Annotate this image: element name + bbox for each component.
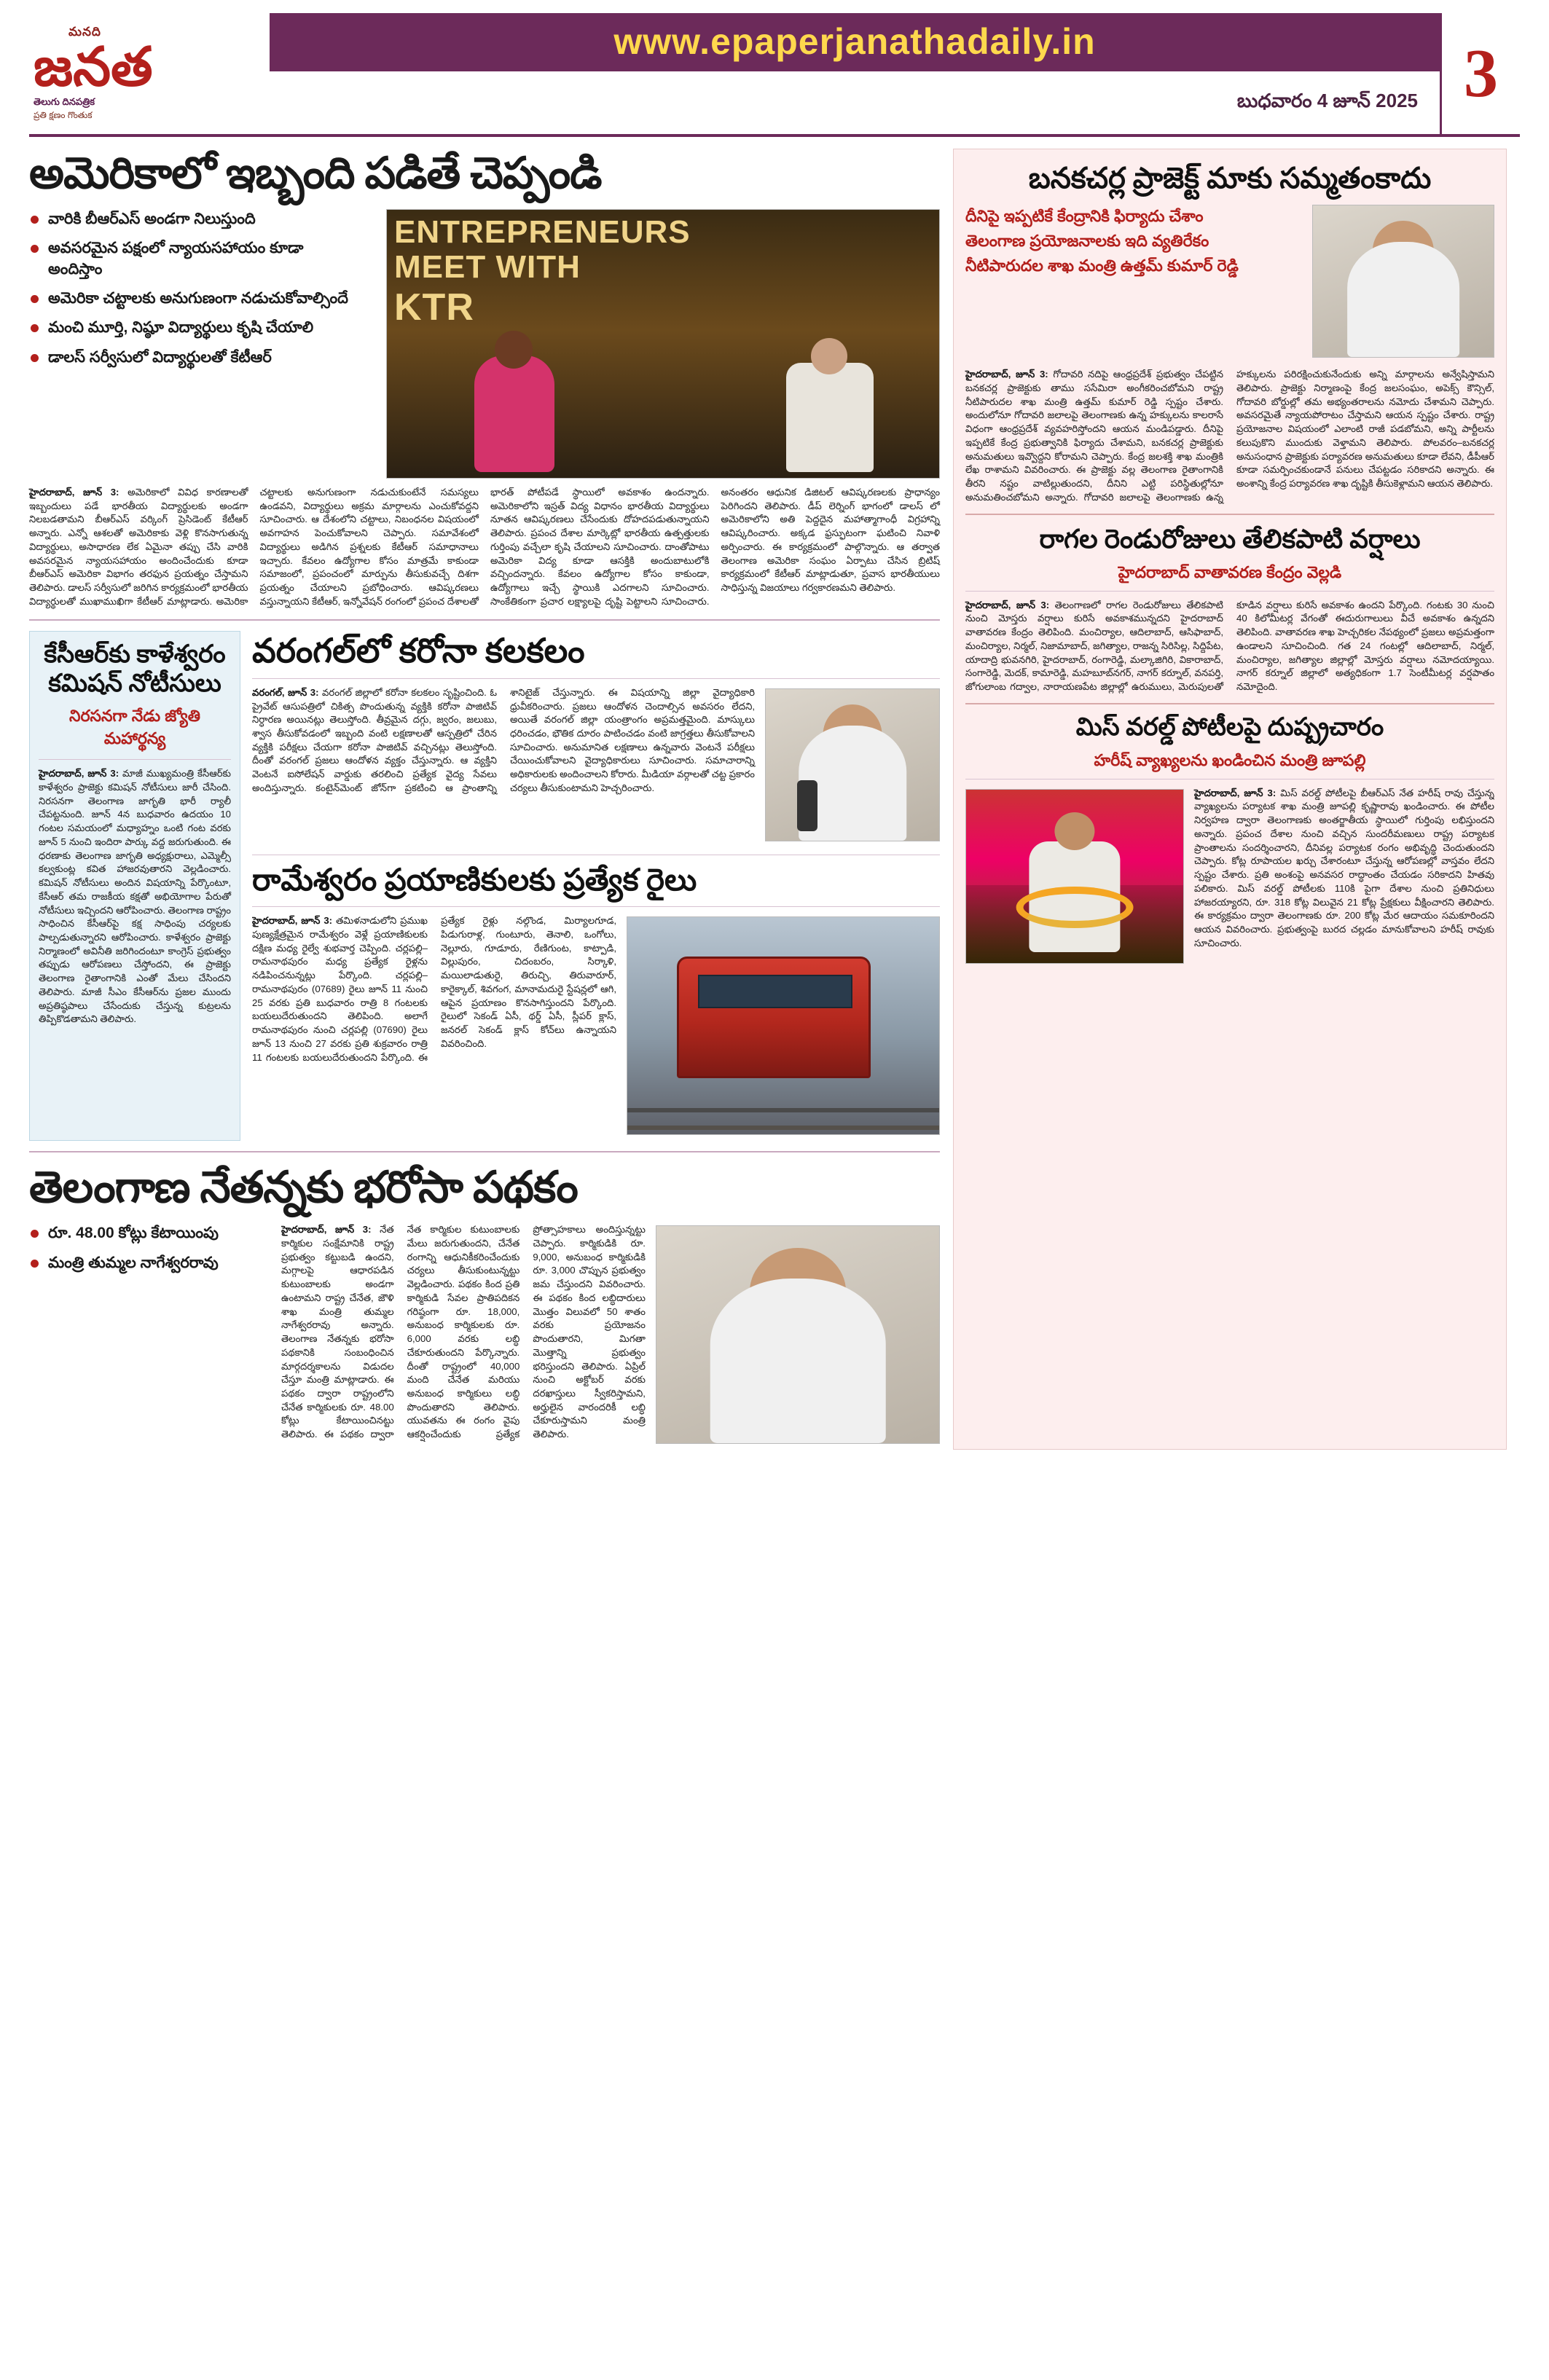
rameswaram-train-story <box>252 863 940 1141</box>
dateline: హైదరాబాద్, జూన్ 3: <box>29 487 119 498</box>
missworld-headline: మిస్ వరల్డ్ పోటీలపై దుష్ప్రచారం <box>1075 713 1384 741</box>
speaker-figure-right <box>786 363 874 472</box>
warangal-body-text <box>252 686 755 796</box>
garland-shape <box>1016 887 1134 928</box>
photo-text-line2: MEET WITH <box>394 249 581 285</box>
list-item: మంత్రి తుమ్మల నాగేశ్వరరావు <box>29 1253 270 1273</box>
dateline: వరంగల్, జూన్ 3: <box>252 686 319 698</box>
newspaper-logo <box>29 13 270 134</box>
website-url[interactable]: www.epaperjanathadaily.in <box>270 13 1440 71</box>
list-item: వారికి బీఆర్ఎస్ అండగా నిలుస్తుంది <box>29 209 357 229</box>
banakacherla-body-text <box>965 368 1494 504</box>
lead-body-text <box>29 486 940 609</box>
missworld-body: మిస్ వరల్డ్ పోటీలపై బీఆర్ఎస్ నేత హరీష్ రావు చేస్తున్న వ్యాఖ్యలను పర్యాటక శాఖ మంత్రి జూపల్లి కృష్ణారావు ఖండించారు. ఈ పోటీల నిర్వహణ ద్వారా తెలంగాణకు అంతర్జాతీయ స్థాయిలో గుర్తింపు లభిస్తుందని అన్నారు. ప్రపంచ దేశాల నుంచి వచ్చిన సుందరీమణులు రాష్ట్ర పర్యాటక ప్రాంతాలను సందర్శించారని, దీనివల్ల పర్యాటక రంగం అభివృద్ధి చెందుతుందని చెప్పారు. కోట్ల రూపాయల ఖర్చు చేశారంటూ చేస్తున్న ఆరోపణల్లో వాస్తవం లేదని స్పష్టం చేశారు. ప్రతి అంశంపై అనవసర రాద్ధాంతం చేయడం సరికాదని హితవు పలికారు. మిస్ వరల్డ్ పోటీలకు 110కి పైగా దేశాల నుంచి ప్రతినిధులు హాజరయ్యారని, రూ. 318 కోట్ల విలువైన 21 కోట్ల ప్రేక్షకులు వీక్షించారని తెలిపారు. ఈ కార్యక్రమం ద్వారా తెలంగాణకు రూ. 200 కోట్ల మేర ఆదాయం సమకూరిందని ఆయన వివరించారు. ప్రభుత్వంపై బురద చల్లడం మానుకోవాలని హరీష్ రావుకు సూచించారు. <box>1194 787 1494 949</box>
entrepreneurs-meet-photo <box>386 209 940 479</box>
list-item: అవసరమైన పక్షంలో న్యాయసహాయం కూడా అందిస్తాం <box>29 238 357 280</box>
scheme-headline: తెలంగాణ నేతన్నకు భరోసా పథకం <box>29 1163 578 1212</box>
lead-headline: అమెరికాలో ఇబ్బంది పడితే చెప్పండి <box>29 149 602 197</box>
banakacherla-body: గోదావరి నదిపై ఆంధ్రప్రదేశ్ ప్రభుత్వం చేపట్టిన బనకచర్ల ప్రాజెక్టుకు తాము ససేమిరా అంగీకరించబోమని రాష్ట్ర నీటిపారుదల శాఖ మంత్రి ఉత్తమ్ కుమార్ రెడ్డి స్పష్టం చేశారు. అందులోనూ గోదావరి జలాలపై తెలంగాణకు ఉన్న హక్కులను కాలరాసే విధంగా ఆంధ్రప్రదేశ్ వ్యవహరిస్తోందని ఆయన మండిపడ్డారు. దీనిపై ఇప్పటికే కేంద్ర ప్రభుత్వానికి ఫిర్యాదు చేశామని, బనకచర్ల ప్రాజెక్టుకు అనుమతులు ఇవ్వొద్దని కోరామని చెప్పారు. కేంద్ర జలశక్తి శాఖ మంత్రికి లేఖ రాశామని వివరించారు. ఈ ప్రాజెక్టు వల్ల తెలంగాణ రైతాంగానికి తీరని నష్టం వాటిల్లుతుందని, దీనిని ఎట్టి పరిస్థితుల్లోనూ అనుమతించబోమని అన్నారు. గోదావరి జలాలపై తెలంగాణకు ఉన్న హక్కులను పరిరక్షించుకునేందుకు అన్ని మార్గాలను అన్వేషిస్తామని తెలిపారు. ప్రాజెక్టు నిర్మాణంపై కేంద్ర జలసంఘం, అపెక్స్ కౌన్సిల్, గోదావరి బోర్డుల్లో తమ అభ్యంతరాలను నమోదు చేశామని చెప్పారు. అవసరమైతే న్యాయపోరాటం చేస్తామని ఆయన స్పష్టం చేశారు. రాష్ట్ర ప్రయోజనాల విషయంలో ఎలాంటి రాజీ పడబోమని, అన్ని పార్టీలను కలుపుకొని ముందుకు వెళ్తామని తెలిపారు. పోలవరం–బనకచర్ల అనుసంధాన ప్రాజెక్టుకు పర్యావరణ అనుమతులు కూడా లేవని, డీపీఆర్ కూడా సమర్పించకుండానే పనులు చేపట్టడం సరికాదని అన్నారు. ఈ అంశాన్ని కేంద్ర పర్యావరణ శాఖ దృష్టికి తీసుకెళ్లామని ఆయన తెలిపారు. <box>965 369 1494 503</box>
newspaper-page <box>0 13 1549 2380</box>
publication-date: బుధవారం 4 జూన్ 2025 <box>1236 89 1418 111</box>
ktr-commission-story <box>29 631 240 1142</box>
jupally-krishna-rao-photo <box>965 789 1184 964</box>
dateline: హైదరాబాద్, జూన్ 3: <box>281 1224 372 1236</box>
masthead <box>29 13 1520 137</box>
warangal-headline: వరంగల్‌లో కరోనా కలకలం <box>252 632 585 669</box>
rain-body: తెలంగాణలో రాగల రెండురోజులు తేలికపాటి నుంచి మోస్తరు వర్షాలు కురిసే అవకాశమున్నదని హైదరాబాద్ వాతావరణ కేంద్రం తెలిపింది. మంచిర్యాల, ఆదిలాబాద్, ఆసిఫాబాద్, మంచిర్యాల, నిర్మల్, నిజామాబాద్, జగిత్యాల, రాజన్న సిరిసిల్ల, సిద్దిపేట, యాదాద్రి భువనగిరి, హైదరాబాద్, రంగారెడ్డి, మల్కాజిగిరి, వికారాబాద్, సంగారెడ్డి, మెదక్, కామారెడ్డి, మహబూబ్‌నగర్, నాగర్ కర్నూల్, వనపర్తి, జోగులాంబ గద్వాల, నారాయణపేట జిల్లాల్లో ఉరుములు, మెరుపులతో కూడిన వర్షాలు కురిసే అవకాశం ఉందని పేర్కొంది. గంటకు 30 నుంచి 40 కిలోమీటర్ల వేగంతో ఈదురుగాలులు వీచే అవకాశం ఉన్నదని తెలిపింది. వాతావరణ శాఖ హెచ్చరికల నేపథ్యంలో ప్రజలు అప్రమత్తంగా ఉండాలని సూచించింది. గత 24 గంటల్లో ఆదిలాబాద్, నిర్మల్, మంచిర్యాల, జగిత్యాల జిల్లాల్లో మోస్తరు వర్షాలు నమోదయ్యాయి. నాగర్ కర్నూల్ జిల్లాలో అత్యధికంగా 1.7 సెంటీమీటర్ల వర్షపాతం నమోదైంది. <box>965 599 1494 693</box>
rameswaram-body: తమిళనాడులోని ప్రముఖ పుణ్యక్షేత్రమైన రామేశ్వరం వెళ్లే ప్రయాణికులకు దక్షిణ మధ్య రైల్వే శుభవార్త చెప్పింది. చర్లపల్లి–రామనాథపురం మధ్య ప్రత్యేక రైళ్లను నడిపించనున్నట్లు పేర్కొంది. చర్లపల్లి–రామనాథపురం (07689) రైలు జూన్ 11 నుంచి 25 వరకు ప్రతి బుధవారం రాత్రి 8 గంటలకు బయలుదేరుతుందని తెలిపింది. అలాగే రామనాథపురం నుంచి చర్లపల్లి (07690) రైలు జూన్ 13 నుంచి 27 వరకు ప్రతి శుక్రవారం రాత్రి 11 గంటలకు బయలుదేరుతుందని పేర్కొంది. ఈ ప్రత్యేక రైళ్లు నల్గొండ, మిర్యాలగూడ, పిడుగురాళ్ల, గుంటూరు, తెనాలి, ఒంగోలు, నెల్లూరు, గూడూరు, రేణిగుంట, కాట్పాడి, విల్లుపురం, చిదంబరం, సిర్కాళి, మయిలాడుతురై, తిరుచ్చి, తిరువారూర్, కారైక్కాల్, శివగంగ, మానామదురై స్టేషన్లలో ఆగి, ఆపైన ప్రయాణం కొనసాగిస్తుందని పేర్కొంది. రైలులో సెకండ్ ఏసీ, థర్డ్ ఏసీ, స్లీపర్ క్లాస్, జనరల్ సెకండ్ క్లాస్ కోచ్‌లు ఉన్నాయని వివరించింది. <box>252 915 616 1063</box>
ktr-headline: కేసీఆర్‌కు కాళేశ్వరం కమిషన్ నోటీసులు <box>44 640 226 698</box>
rail-line-2 <box>627 1126 939 1130</box>
ktr-body-text <box>39 767 231 1026</box>
scheme-body: నేత కార్మికుల సంక్షేమానికి రాష్ట్ర ప్రభుత్వం కట్టుబడి ఉందని, మగ్గాలపై ఆధారపడిన కుటుంబాలకు అండగా ఉంటామని రాష్ట్ర చేనేత, జౌళి శాఖ మంత్రి తుమ్మల నాగేశ్వరరావు అన్నారు. తెలంగాణ నేతన్నకు భరోసా పథకానికి సంబంధించిన మార్గదర్శకాలను విడుదల చేస్తూ మంత్రి మాట్లాడారు. ఈ పథకం ద్వారా రాష్ట్రంలోని చేనేత కార్మికులకు రూ. 48.00 కోట్లు కేటాయించినట్టు తెలిపారు. ఈ పథకం ద్వారా నేత కార్మికుల కుటుంబాలకు మేలు జరుగుతుందని, చేనేత రంగాన్ని ఆధునికీకరించేందుకు చర్యలు తీసుకుంటున్నట్టు వెల్లడించారు. పథకం కింద ప్రతి కార్మికుడి సేవల ప్రాతిపదికన గరిష్ఠంగా రూ. 18,000, అనుబంధ కార్మికులకు రూ. 6,000 వరకు లబ్ధి చేకూరుతుందని పేర్కొన్నారు. దీంతో రాష్ట్రంలో 40,000 మంది చేనేత మరియు అనుబంధ కార్మికులు లబ్ధి పొందుతారని తెలిపారు. యువతను ఈ రంగం వైపు ఆకర్షించేందుకు ప్రత్యేక ప్రోత్సాహకాలు అందిస్తున్నట్టు చెప్పారు. కార్మికుడికి రూ. 9,000, అనుబంధ కార్మికుడికి రూ. 3,000 చొప్పున ప్రభుత్వం జమ చేస్తుందని వివరించారు. ఈ పథకం కింద లబ్ధిదారులు మొత్తం విలువలో 50 శాతం వరకు ప్రయోజనం పొందుతారని, మిగతా మొత్తాన్ని ప్రభుత్వం భరిస్తుందని తెలిపారు. ఏప్రిల్ నుంచి అక్టోబర్ వరకు దరఖాస్తులు స్వీకరిస్తామని, అర్హులైన వారందరికీ లబ్ధి చేకూరుస్తామని మంత్రి తెలిపారు. <box>281 1224 646 1440</box>
logo-top-text: మనది <box>68 24 101 39</box>
rain-body-text <box>965 599 1494 694</box>
missworld-subhead: హరీష్ వ్యాఖ్యలను ఖండించిన మంత్రి జూపల్లి <box>1094 750 1366 769</box>
photo-text-line1: ENTREPRENEURS <box>394 214 691 250</box>
speaker-figure-left <box>474 356 554 472</box>
scheme-bullets <box>29 1223 270 1282</box>
divider <box>965 514 1494 515</box>
divider <box>252 678 940 679</box>
locomotive-shape <box>677 957 870 1078</box>
lead-bullets <box>29 209 357 377</box>
miss-world-story <box>965 713 1494 970</box>
nethanna-bharosa-story <box>29 1163 940 1450</box>
lead-story <box>29 149 940 609</box>
uttam-kumar-reddy-photo <box>1312 205 1494 358</box>
list-item: డాలస్ సర్వీసులో విద్యార్థులతో కేటీఆర్ <box>29 347 357 368</box>
logo-title: జనత <box>34 37 153 98</box>
dateline: హైదరాబాద్, జూన్ 3: <box>965 369 1048 380</box>
list-item: మంచి మూర్తి, నిష్ఠూ విద్యార్థులు కృషి చేయాలి <box>29 318 357 338</box>
page-number: 3 <box>1440 13 1520 134</box>
rain-headline: రాగల రెండురోజులు తేలికపాటి వర్షాలు <box>1039 524 1421 554</box>
lead-body: అమెరికాలో వివిధ కారణాలతో ఇబ్బందులు పడే భారతీయ విద్యార్థులకు అండగా నిలబడతామని బీఆర్ఎస్ వర్కింగ్ ప్రెసిడెంట్ కేటీఆర్ అన్నారు. ఎన్నో ఆశలతో అమెరికాకు వెళ్లి కొనసాగుతున్న విద్యార్థులు, అసాధారణ లేక ఏమైనా తప్పు చేసి వారికి అవసరమైన న్యాయసహాయం అందించేందుకు కూడా బీఆర్ఎస్ అమెరికా విభాగం తరఫున ప్రయత్నం చేస్తామని తెలిపారు. డాలస్ సర్వీసులో జరిగిన కార్యక్రమంలో భారతీయ విద్యార్థులతో ముఖాముఖిగా కేటీఆర్ మాట్లాడారు. అమెరికా చట్టాలకు అనుగుణంగా నడుచుకుంటేనే సమస్యలు ఉండవని, విద్యార్థులు అక్రమ మార్గాలను ఎంచుకోవద్దని సూచించారు. ఆ దేశంలోని చట్టాలు, నిబంధనల విషయంలో అవగాహన పెంచుకోవాలని చెప్పారు. సమావేశంలో విద్యార్థులు అడిగిన ప్రశ్నలకు కేటీఆర్ సమాధానాలు ఇచ్చారు. కేవలం ఉద్యోగాల కోసం మాత్రమే కాకుండా సమాజంలో, ప్రపంచంలో మార్పును తీసుకువచ్చే దిశగా ప్రయత్నం చేయాలని ప్రబోధించారు. ఆవిష్కరణలు వస్తున్నాయని కేటీఆర్, ఇన్నోవేషన్ రంగంలో ప్రపంచ దేశాలతో భారత్ పోటీపడే స్థాయిలో అవకాశం ఉందన్నారు. అమెరికాలోని ఇస్రత్ విద్య విధానం భారతీయ విద్యార్థులు నూతన ఆవిష్కరణలు చేసేందుకు దోహదపడుతున్నాయని తెలిపారు. ప్రపంచ దేశాల మార్కెట్లో భారతీయ ఉత్పత్తులకు గుర్తింపు వచ్చేలా కృషి చేయాలని సూచించారు. దాంతోపాటు అమెరికా విద్య కూడా ఆసక్తికి అందుబాటులోకి వచ్చిందన్నారు. కేవలం ఉద్యోగాల కోసం కాకుండా, ఉద్యోగాలు ఇచ్చే స్థాయికి ఎదగాలని సూచించారు. సాంకేతికంగా ప్రచార లక్ష్యాలపై దృష్టి పెట్టాలని సూచించారు. అనంతరం ఆధునిక డిజిటల్ ఆవిష్కరణలకు ప్రాధాన్యం పెరిగిందని తెలిపారు. డీప్ లెర్నింగ్ భాగంలో డాలస్ లో అమెరికాలోని అతి పెద్దదైన మహాత్మాగాంధీ విగ్రహాన్ని ఆవిష్కరించారు. అక్కడ ఫ్రస్ఫుటంగా ఘటించి నివాళి అర్పించారు. ఈ కార్యక్రమంలో పాల్గొన్నారు. ఆ తర్వాత తెలంగాణ అమెరికా సంఘం ఏర్పాటు చేసిన బ్రిటిష్ కార్యక్రమంలో కేటీఆర్ మాట్లాడుతూ, ప్రవాస భారతీయులు సాధిస్తున్న విజయాలు గర్వకారణమని తెలిపారు. <box>29 487 940 607</box>
left-column <box>29 149 940 1450</box>
dateline: హైదరాబాద్, జూన్ 3: <box>965 599 1050 610</box>
page-content <box>29 149 1520 1450</box>
list-item: అమెరికా చట్టాలకు అనుగుణంగా నడుచుకోవాల్సిందే <box>29 288 357 309</box>
divider <box>252 906 940 907</box>
portrait-body <box>710 1279 886 1443</box>
dateline: హైదరాబాద్, జూన్ 3: <box>1194 787 1277 798</box>
dateline: హైదరాబాద్, జూన్ 3: <box>252 915 333 927</box>
divider <box>965 591 1494 592</box>
scheme-body-text <box>281 1223 646 1442</box>
warangal-corona-story <box>252 631 940 847</box>
rameswaram-body-text <box>252 914 616 1064</box>
rail-line-1 <box>627 1108 939 1112</box>
mid-right-block <box>252 631 940 1142</box>
rameswaram-headline: రామేశ్వరం ప్రయాణికులకు ప్రత్యేక రైలు <box>252 863 697 898</box>
portrait-body <box>1347 242 1459 357</box>
banakacherla-sub-2: తెలంగాణ ప్రయోజనాలకు ఇది వ్యతిరేకం <box>965 231 1209 250</box>
ktr-subhead: నిరసనగా నేడు జ్యోతి మహార్థన్య <box>69 707 200 748</box>
rain-subhead: హైదరాబాద్ వాతావరణ కేంద్రం వెల్లడి <box>1118 563 1342 581</box>
dateline: హైదరాబాద్, జూన్ 3: <box>39 768 119 779</box>
photo-text-line3: KTR <box>394 286 474 329</box>
rain-forecast-story <box>965 524 1494 694</box>
banakacherla-sub-1: దీనిపై ఇప్పటికే కేంద్రానికి ఫిర్యాదు చేశాం <box>965 207 1204 226</box>
right-column <box>953 149 1507 1450</box>
list-item: రూ. 48.00 కోట్లు కేటాయింపు <box>29 1223 270 1244</box>
divider <box>965 703 1494 704</box>
banakacherla-headline: బనకచర్ల ప్రాజెక్ట్ మాకు సమ్మతంకాదు <box>1028 162 1432 195</box>
microphone-icon <box>797 780 818 832</box>
banakacherla-story <box>965 161 1494 505</box>
banakacherla-sub-3: నీటిపారుదల శాఖ మంత్రి ఉత్తమ్ కుమార్ రెడ్డి <box>965 256 1239 275</box>
ktr-body: మాజీ ముఖ్యమంత్రి కేసీఆర్‌కు కాళేశ్వరం ప్రాజెక్టు కమిషన్ నోటీసులు జారీ చేసింది. నిరసనగా తెలంగాణ జాగృతి భారీ ర్యాలీ చేపట్టనుంది. జూన్ 4న బుధవారం ఉదయం 10 గంటల సమయంలో మధ్యాహ్నం ఒంటి గంట వరకు జూన్ 5 నుంచి ఇందిరా పార్కు వద్ద జరుగుతుంది. ఈ ధరణాకు తెలంగాణ జాగృతి అధ్యక్షురాలు, ఎమ్మెల్సీ కల్వకుంట్ల కవిత హాజరవుతారని వెల్లడించారు. కమిషన్ నోటీసులు అందిన విషయాన్ని పేర్కొంటూ, కేసీఆర్ తమ రాజకీయ కక్షతో అభియోగాల పేరుతో నోటీసులు ఇచ్చిందని ఆరోపించారు. తెలంగాణ రాష్ట్రం సాధించిన కేసీఆర్‌పై కక్ష సాధింపు చర్యలకు పాల్పడుతున్నారని ఆరోపించారు. కాళేశ్వరం ప్రాజెక్టు నిర్మాణంలో అవినీతి జరిగిందంటూ కాంగ్రెస్ ప్రభుత్వం తప్పుడు ఆరోపణలు చేస్తోందని, ఈ ప్రాజెక్టు తెలంగాణ రైతాంగానికి ఎంతో మేలు చేసిందని తెలిపారు. మాజీ సీఎం కేసీఆర్‌ను ప్రజల ముందు అప్రతిష్ఠపాలు చేసేందుకు చేస్తున్న కుట్రలను తిప్పికొడతామని తెలిపారు. <box>39 768 231 1025</box>
mid-block <box>29 631 940 1142</box>
masthead-right <box>270 13 1440 134</box>
divider <box>29 1151 940 1152</box>
logo-subtitle: తెలుగు దినపత్రిక <box>34 96 95 108</box>
minister-tummala-photo <box>656 1225 940 1444</box>
divider <box>29 619 940 621</box>
train-photo <box>627 916 940 1135</box>
divider <box>39 759 231 760</box>
warangal-body: వరంగల్ జిల్లాలో కరోనా కలకలం సృష్టించింది. ఓ ప్రైవేట్ ఆసుపత్రిలో చికిత్స పొందుతున్న వ్యక్తికి కరోనా పాజిటివ్ నిర్ధారణ అయినట్లు తెలుస్తోంది. తీవ్రమైన దగ్గు, జ్వరం, జలుబు, శ్వాస తీసుకోవడంలో ఇబ్బంది వంటి లక్షణాలతో ఆస్పత్రిలో చేరిన వ్యక్తికి పరీక్షలు చేయగా కరోనా పాజిటివ్ వచ్చినట్లు తెలుస్తోంది. దీంతో వరంగల్ ప్రజలు ఆందోళన వ్యక్తం చేస్తున్నారు. ఆ వ్యక్తిని వెంటనే ఐసోలేషన్ వార్డుకు తరలించి ప్రత్యేక వైద్య సేవలు అందిస్తున్నారు. కంటైన్‌మెంట్ జోన్‌గా ప్రకటించి ఆ ప్రాంతాన్ని శానిటైజ్ చేస్తున్నారు. ఈ విషయాన్ని జిల్లా వైద్యాధికారి ధ్రువీకరించారు. ప్రజలు ఆందోళన చెందాల్సిన అవసరం లేదని, అయితే వరంగల్ జిల్లా యంత్రాంగం అప్రమత్తమైంది. మాస్కులు ధరించడం, భౌతిక దూరం పాటించడం వంటి జాగ్రత్తలు తీసుకోవాలని సూచించారు. అనుమానిత లక్షణాలు ఉన్నవారు వెంటనే పరీక్షలు చేయించుకోవాలని వైద్యాధికారులు సూచించారు. సమాచారాన్ని అధికారులకు అందించాలని కోరారు. మీడియా వర్గాలతో చట్ట ప్రకారం చర్యలు తీసుకుంటామని హెచ్చరించారు. <box>252 686 755 793</box>
warangal-official-photo <box>765 688 940 841</box>
logo-tagline: ప్రతి క్షణం గొంతుక <box>34 110 93 121</box>
